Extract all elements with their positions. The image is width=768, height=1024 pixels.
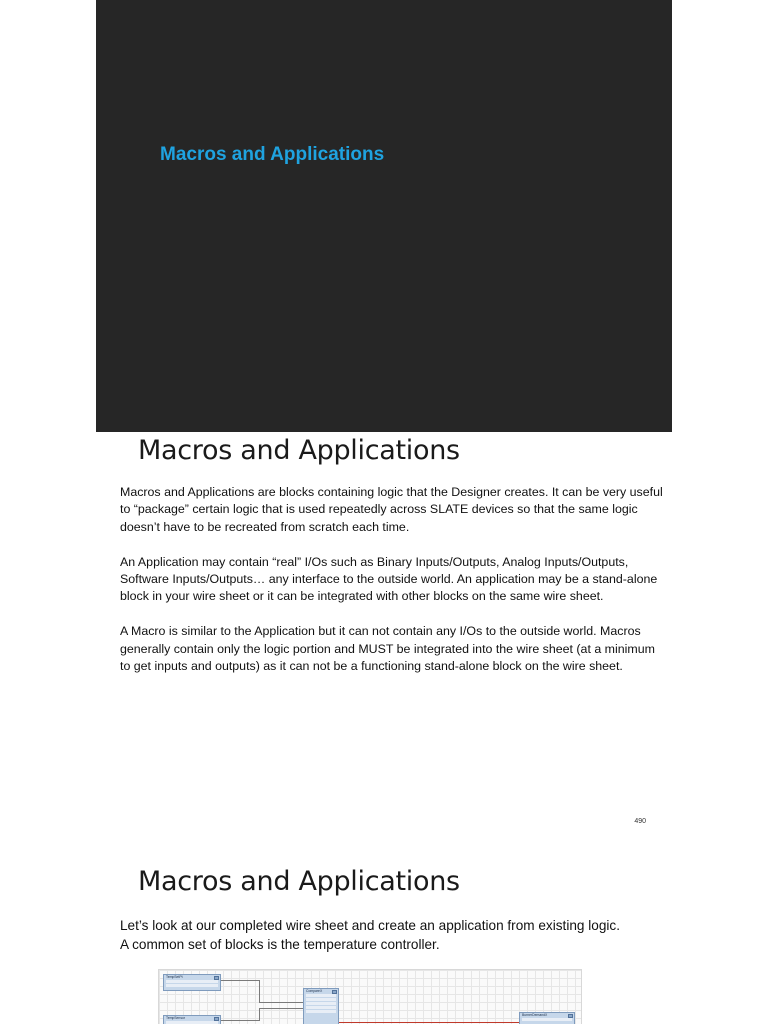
- slide-body: [120, 916, 668, 954]
- block-icon: [332, 990, 337, 994]
- wire-sheet-block: [163, 974, 221, 991]
- body-line: A common set of blocks is the temperature controller.: [120, 937, 440, 952]
- wire: [259, 1008, 303, 1009]
- macros-overview-slide: [96, 432, 672, 842]
- block-slot: [522, 1018, 572, 1021]
- block-slot: [306, 1010, 336, 1013]
- paragraph-application-definition: An Application may contain “real” I/Os such as Binary Inputs/Outputs, Analog Inputs/Outputs, Software Inputs/Outputs… any interface to the outside world. An application may be a stand-alone block in your wire sheet or it can be integrated with other blocks on the same wire sheet.: [120, 554, 658, 604]
- slide-heading: Macros and Applications: [138, 866, 460, 897]
- block-icon: [214, 976, 219, 980]
- block-label: BurnerDemandX: [522, 1013, 548, 1017]
- slide-body: [120, 484, 668, 693]
- paragraph-macro-definition: A Macro is similar to the Application but it can not contain any I/Os to the outside world. Macros generally contain only the logic portion and MUST be integrated into the wire sheet (at a minimum to get inputs and outputs) as it can not be a functioning stand-alone block on the wire sheet.: [120, 624, 655, 674]
- block-label: CompareX: [306, 989, 323, 993]
- block-label: TempSensor: [166, 1016, 186, 1020]
- block-icon: [568, 1014, 573, 1018]
- wire-sheet-block: [163, 1015, 221, 1024]
- wire: [259, 1002, 303, 1003]
- output-wire: [339, 1022, 519, 1023]
- block-slot: [306, 994, 336, 997]
- paragraph-macros-definition: Macros and Applications are blocks containing logic that the Designer creates. It can be very useful to “package” certain logic that is used repeatedly across SLATE devices so that the same logic doesn’t have to be recreated from scratch each time.: [120, 485, 663, 534]
- page-number: 490: [634, 818, 646, 825]
- slide-heading: Macros and Applications: [138, 435, 460, 466]
- block-icon: [214, 1017, 219, 1021]
- section-title: Macros and Applications: [160, 144, 385, 165]
- block-slot: [166, 980, 218, 983]
- block-label: TempSetPt: [166, 975, 183, 979]
- wire-sheet-screenshot: [158, 969, 582, 1024]
- wire-sheet-block: [303, 988, 339, 1024]
- wire: [259, 1008, 260, 1021]
- block-slot: [166, 984, 218, 987]
- block-slot: [306, 998, 336, 1001]
- block-slot: [306, 1002, 336, 1005]
- wire: [221, 1020, 259, 1021]
- wire: [259, 980, 260, 1002]
- block-slot: [306, 1006, 336, 1009]
- section-title-slide: [96, 0, 672, 432]
- wire: [221, 980, 259, 981]
- wire-sheet-slide: [96, 842, 672, 1024]
- body-line: Let’s look at our completed wire sheet and create an application from existing logic.: [120, 918, 620, 933]
- wire-sheet-block: [519, 1012, 575, 1024]
